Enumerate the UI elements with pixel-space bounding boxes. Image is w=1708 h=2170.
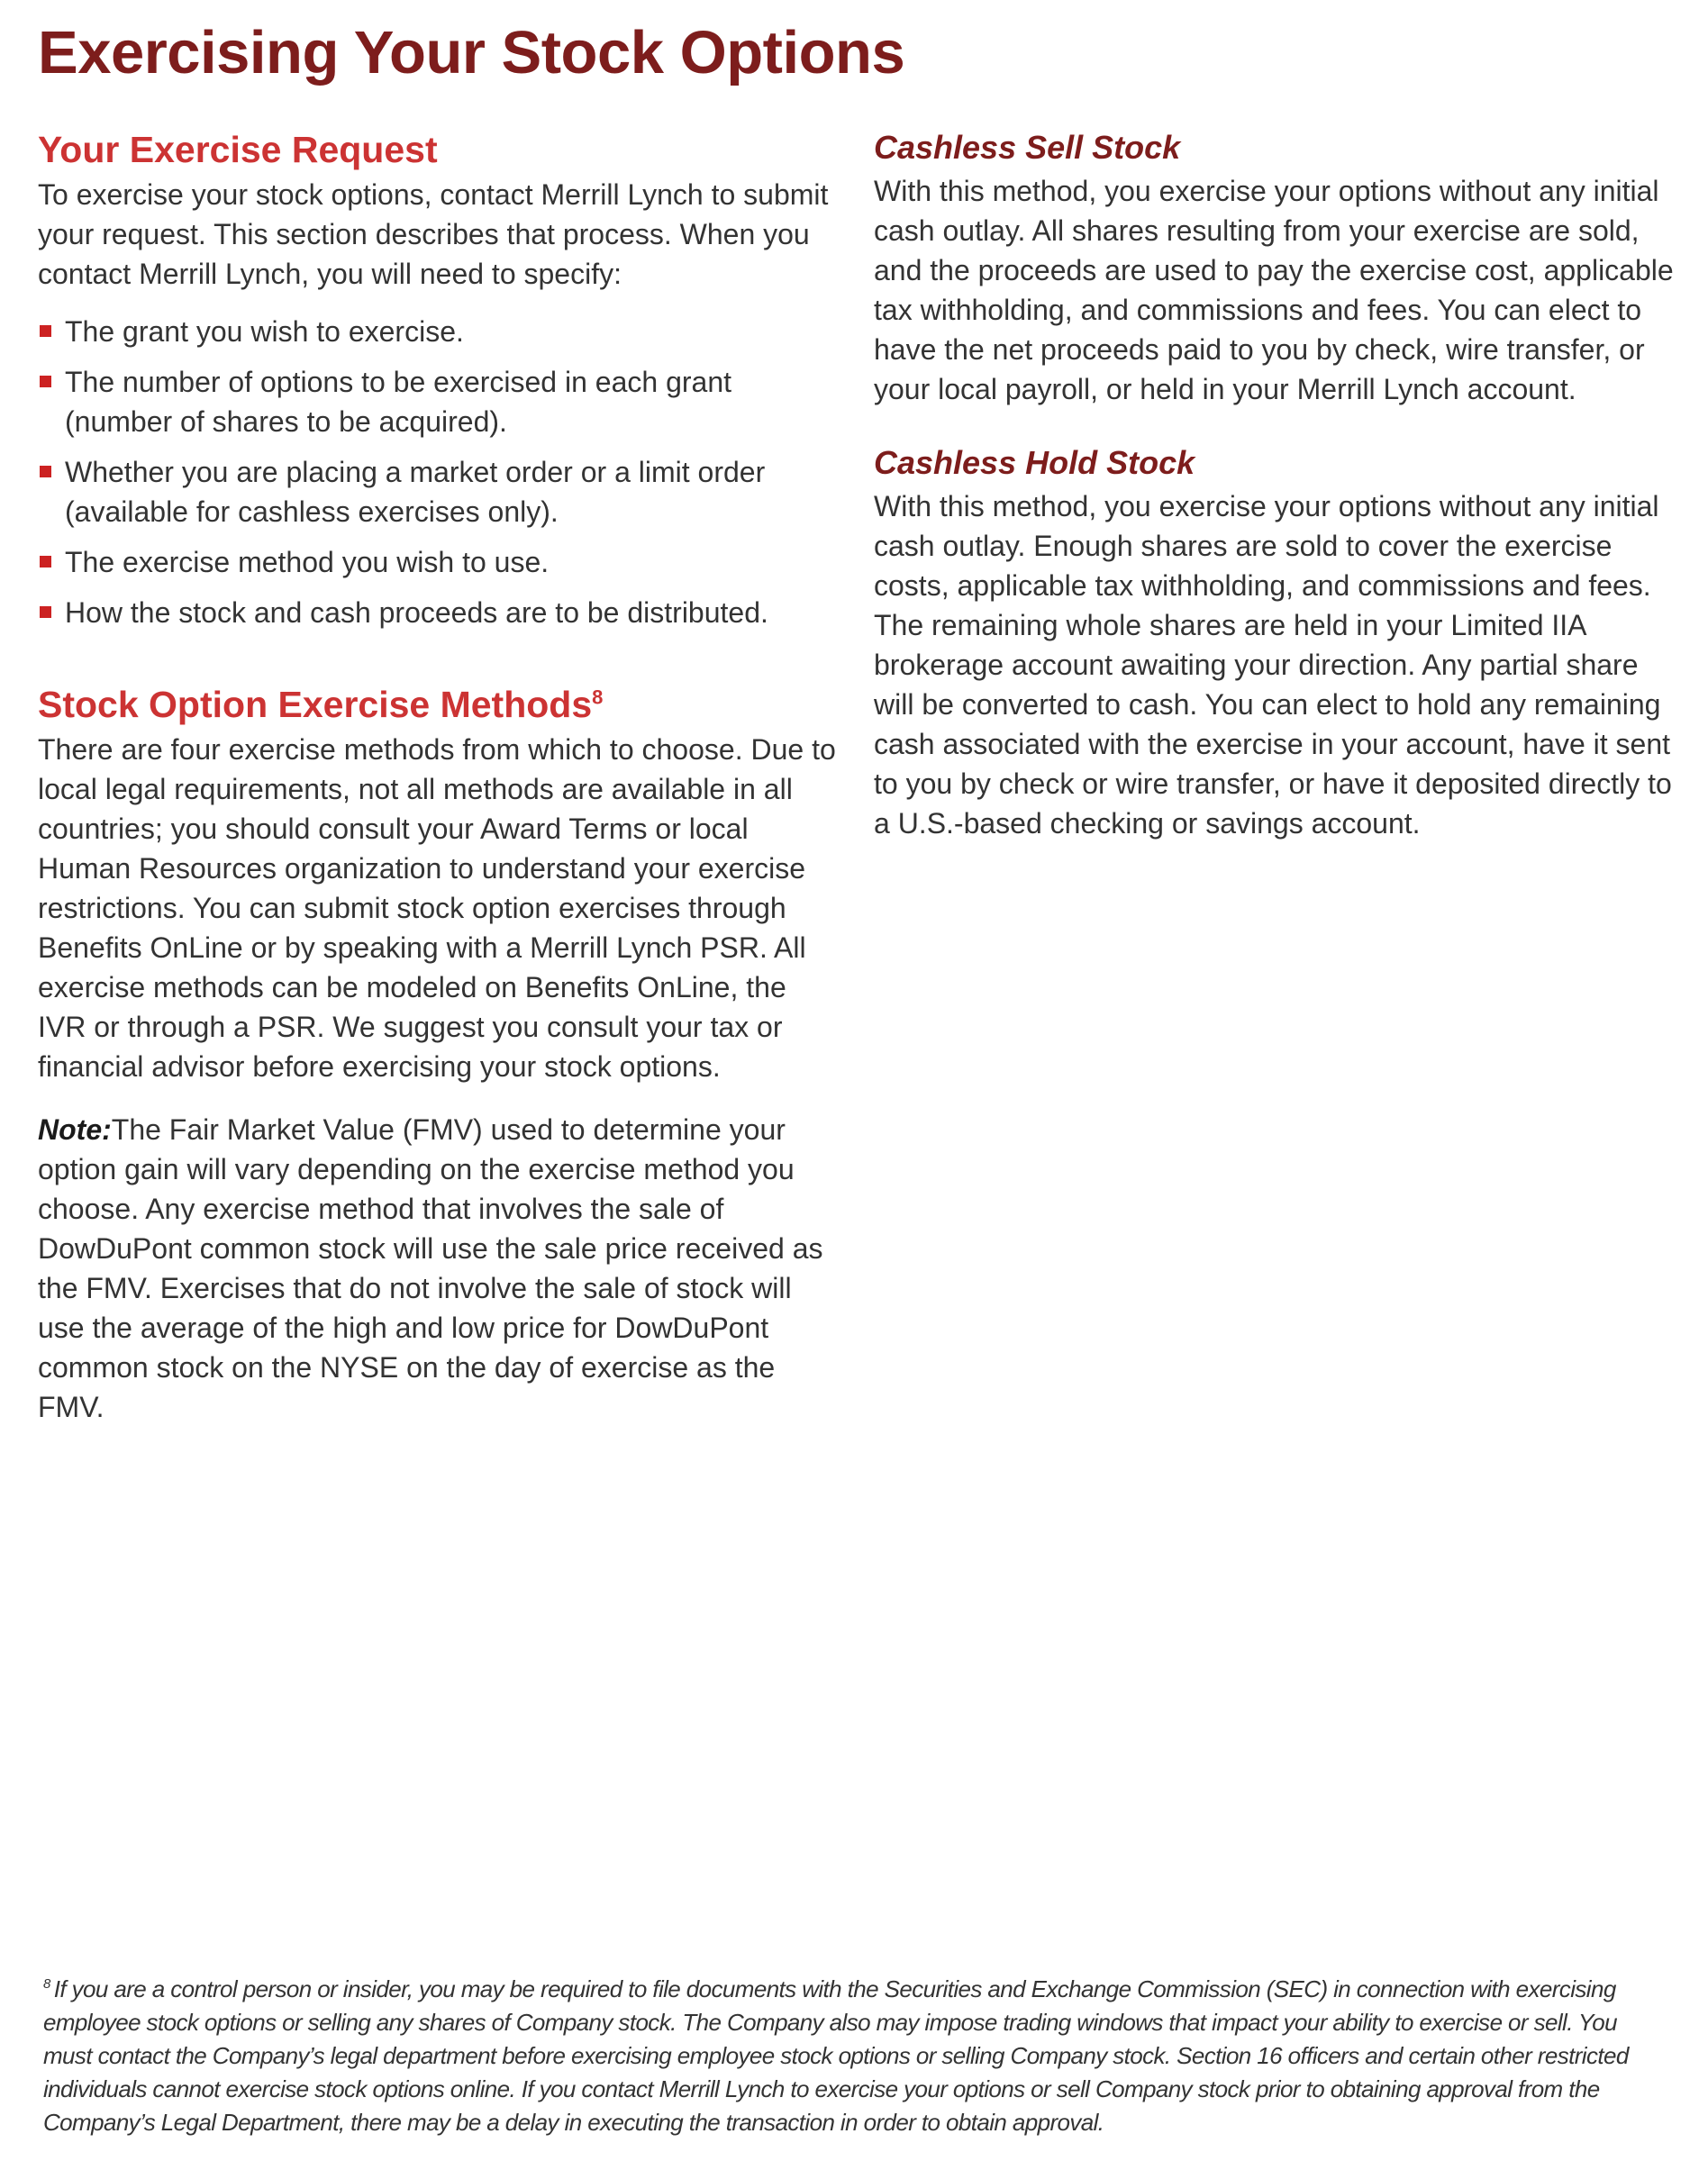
cashless-sell-heading: Cashless Sell Stock	[874, 129, 1181, 166]
exercise-request-heading: Your Exercise Request	[38, 129, 438, 170]
bullet-square-icon	[40, 325, 51, 337]
footnote-text: If you are a control person or insider, you may be required to file documents with the Securities and Exchange Commission (SEC) in connection with exercising employee stock options or selling any shares of Company stock. The Company also may impose trading windows that impact your ability to exercise or sell. You must contact the Company’s legal department before exercising employee stock options or selling Company stock. Section 16 officers and certain other restricted individuals cannot exercise stock options online. If you contact Merrill Lynch to exercise your options or sell Company stock prior to obtaining approval from the Company’s Legal Department, there may be a delay in executing the transaction in order to obtain approval.	[43, 1975, 1629, 2136]
note-label: Note:	[38, 1113, 112, 1146]
exercise-methods-section	[38, 679, 840, 1427]
exercise-request-intro: To exercise your stock options, contact Merrill Lynch to submit your request. This section describes that process. When you contact Merrill Lynch, you will need to specify:	[38, 178, 829, 290]
note-text: The Fair Market Value (FMV) used to determine your option gain will vary depending on the exercise method you choose. Any exercise method that involves the sale of DowDuPont common stock will use the sale price received as the FMV. Exercises that do not involve the sale of stock will use the average of the high and low price for DowDuPont common stock on the NYSE on the day of exercise as the FMV.	[38, 1113, 823, 1423]
page-title: Exercising Your Stock Options	[38, 19, 905, 86]
note-paragraph	[38, 1110, 840, 1427]
footnote-mark: 8	[43, 1976, 50, 1993]
cashless-hold-section	[874, 440, 1685, 843]
bullet-square-icon	[40, 466, 51, 477]
bullet-square-icon	[40, 556, 51, 567]
right-column	[874, 124, 1685, 843]
exercise-methods-heading	[38, 679, 840, 730]
footnote-reference: 8	[592, 686, 604, 709]
bullet-square-icon	[40, 376, 51, 387]
footnote	[43, 1973, 1665, 2139]
cashless-sell-body: With this method, you exercise your options without any initial cash outlay. All shares resulting from your exercise are sold, and the proceeds are used to pay the exercise cost, applicable tax withholding, and commissions and fees. You can elect to have the net proceeds paid to you by check, wire transfer, or your local payroll, or held in your Merrill Lynch account.	[874, 175, 1674, 405]
exercise-request-section	[38, 124, 840, 632]
cashless-hold-heading: Cashless Hold Stock	[874, 444, 1195, 481]
list-item-text: The exercise method you wish to use.	[65, 546, 550, 578]
list-item-text: Whether you are placing a market order or a limit order (available for cashless exercises only).	[65, 456, 766, 528]
list-item	[38, 452, 840, 531]
cashless-hold-body: With this method, you exercise your options without any initial cash outlay. Enough shares are sold to cover the exercise costs, applicable tax withholding, and commissions and fees. The remaining whole shares are held in your Limited IIA brokerage account awaiting your direction. Any partial share will be converted to cash. You can elect to hold any remaining cash associated with the exercise in your account, have it sent to you by check or wire transfer, or have it deposited directly to a U.S.-based checking or savings account.	[874, 490, 1672, 840]
list-item-text: The number of options to be exercised in each grant (number of shares to be acquired).	[65, 366, 731, 438]
list-item	[38, 542, 840, 582]
left-column	[38, 124, 840, 1427]
list-item	[38, 312, 840, 351]
list-item-text: The grant you wish to exercise.	[65, 315, 464, 348]
list-item-text: How the stock and cash proceeds are to be distributed.	[65, 596, 768, 629]
list-item	[38, 362, 840, 441]
exercise-request-list	[38, 312, 840, 632]
exercise-methods-heading-text: Stock Option Exercise Methods	[38, 684, 593, 725]
list-item	[38, 593, 840, 632]
bullet-square-icon	[40, 606, 51, 618]
exercise-methods-body: There are four exercise methods from which to choose. Due to local legal requirements, not all methods are available in all countries; you should consult your Award Terms or local Human Resources organization to understand your exercise restrictions. You can submit stock option exercises through Benefits OnLine or by speaking with a Merrill Lynch PSR. All exercise methods can be modeled on Benefits OnLine, the IVR or through a PSR. We suggest you consult your tax or financial advisor before exercising your stock options.	[38, 733, 836, 1083]
cashless-sell-section	[874, 124, 1685, 409]
